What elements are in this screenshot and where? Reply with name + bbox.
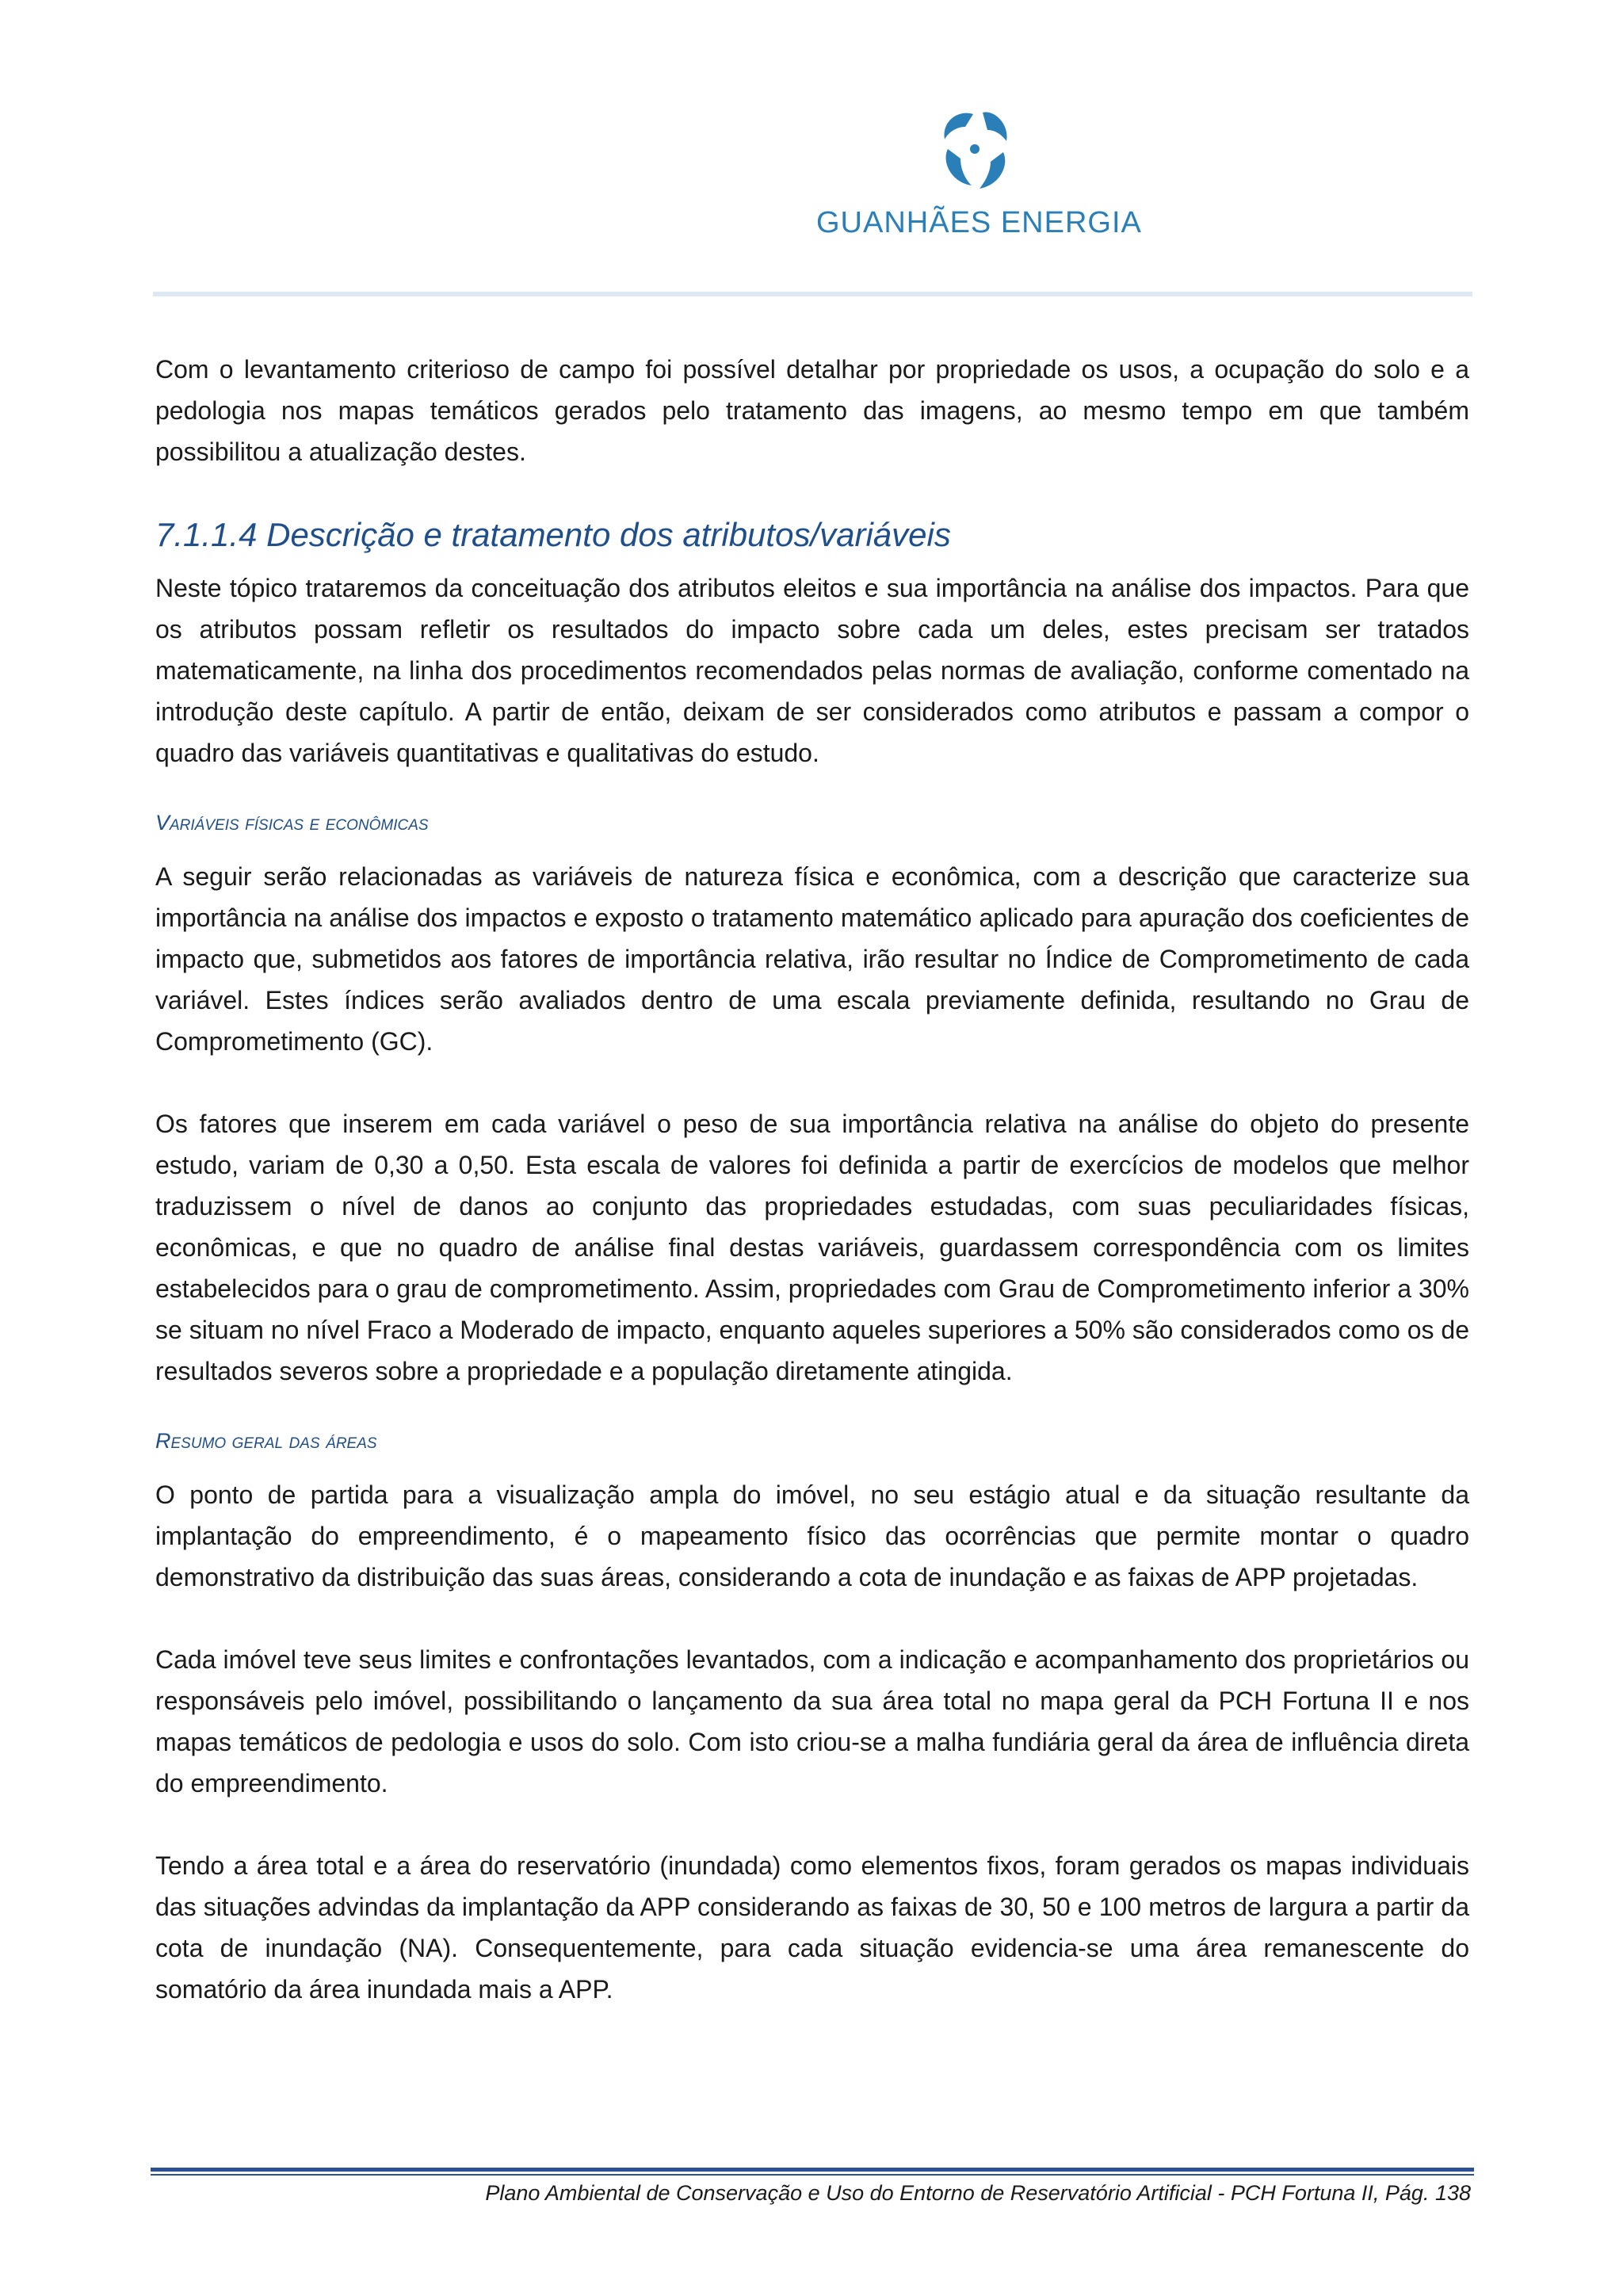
company-logo <box>816 103 1142 246</box>
logo-mark-icon <box>927 103 1022 198</box>
paragraph-5: O ponto de partida para a visualização ampla do imóvel, no seu estágio atual e da situação resultante da implantação do empreendimento, é o mapeamento físico das ocorrências que permite montar o quadro demonstrativo da distribuição das suas áreas, considerando a cota de inundação e as faixas de APP projetadas. <box>155 1480 1469 1591</box>
page-footer: Plano Ambiental de Conservação e Uso do Entorno de Reservatório Artificial - PCH Fortuna II, Pág. 138 <box>485 2181 1471 2205</box>
paragraph-1: Com o levantamento criterioso de campo foi possível detalhar por propriedade os usos, a ocupação do solo e a pedologia nos mapas temáticos gerados pelo tratamento das imagens, ao mesmo tempo em que também possibilitou a atualização destes. <box>155 355 1469 466</box>
paragraph-7: Tendo a área total e a área do reservatório (inundada) como elementos fixos, foram gerados os mapas individuais das situações advindas da implantação da APP considerando as faixas de 30, 50 e 100 metros de largura a partir da cota de inundação (NA). Consequentemente, para cada situação evidencia-se uma área remanescente do somatório da área inundada mais a APP. <box>155 1851 1469 2004</box>
subheading-resumo: Resumo geral das áreas <box>155 1429 377 1453</box>
header-divider <box>153 292 1472 296</box>
logo-text: GUANHÃES ENERGIA <box>816 206 1142 239</box>
paragraph-4: Os fatores que inserem em cada variável o peso de sua importância relativa na análise do objeto do presente estudo, variam de 0,30 a 0,50. Esta escala de valores foi definida a partir de exercícios de modelos que melhor traduzissem o nível de danos ao conjunto das propriedades estudadas, com suas peculiaridades físicas, econômicas, e que no quadro de análise final destas variáveis, guardassem correspondência com os limites estabelecidos para o grau de comprometimento. Assim, propriedades com Grau de Comprometimento inferior a 30% se situam no nível Fraco a Moderado de impacto, enquanto aqueles superiores a 50% são considerados como os de resultados severos sobre a propriedade e a população diretamente atingida. <box>155 1110 1469 1385</box>
footer-divider <box>151 2168 1474 2172</box>
section-heading: 7.1.1.4 Descrição e tratamento dos atributos/variáveis <box>155 516 951 553</box>
footer-divider-thin <box>151 2174 1474 2176</box>
paragraph-3: A seguir serão relacionadas as variáveis de natureza física e econômica, com a descrição que caracterize sua importância na análise dos impactos e exposto o tratamento matemático aplicado para apuração dos coeficientes de impacto que, submetidos aos fatores de importância relativa, irão resultar no Índice de Comprometimento de cada variável. Estes índices serão avaliados dentro de uma escala previamente definida, resultando no Grau de Comprometimento (GC). <box>155 862 1469 1056</box>
paragraph-6: Cada imóvel teve seus limites e confrontações levantados, com a indicação e acompanhamento dos proprietários ou responsáveis pelo imóvel, possibilitando o lançamento da sua área total no mapa geral da PCH Fortuna II e nos mapas temáticos de pedologia e usos do solo. Com isto criou-se a malha fundiária geral da área de influência direta do empreendimento. <box>155 1645 1469 1797</box>
subheading-variaveis: Variáveis físicas e econômicas <box>155 811 429 835</box>
paragraph-2: Neste tópico trataremos da conceituação dos atributos eleitos e sua importância na análise dos impactos. Para que os atributos possam refletir os resultados do impacto sobre cada um deles, estes precisam ser tratados matematicamente, na linha dos procedimentos recomendados pelas normas de avaliação, conforme comentado na introdução deste capítulo. A partir de então, deixam de ser considerados como atributos e passam a compor o quadro das variáveis quantitativas e qualitativas do estudo. <box>155 574 1469 767</box>
page-content <box>155 349 1469 2010</box>
